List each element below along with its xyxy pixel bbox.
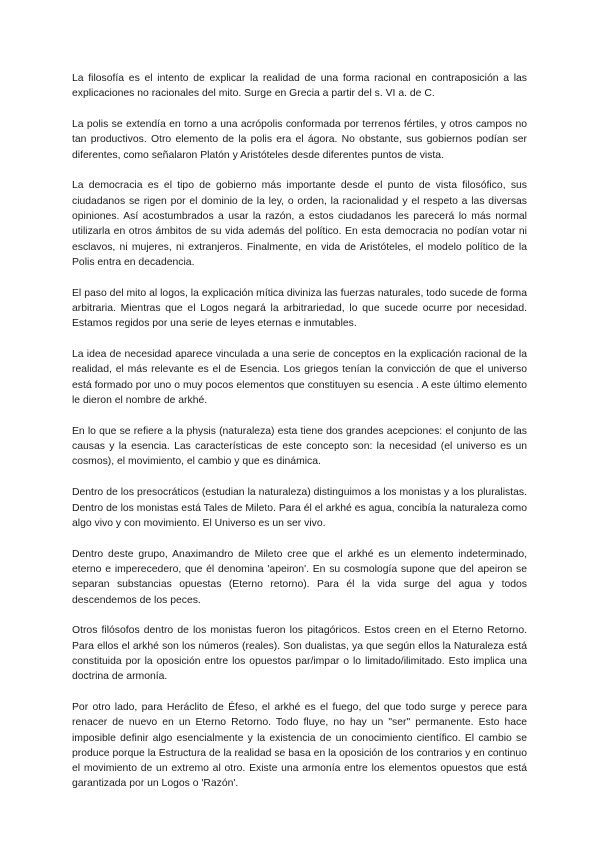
- document-page: [72, 71, 527, 807]
- paragraph-physis: En lo que se refiere a la physis (naturaleza) esta tiene dos grandes acepciones: el conjunto de las causas y la esencia. Las características de este concepto son: la necesidad (el universo es un cosmos), el movimiento, el cambio y que es dinámica.: [72, 425, 527, 468]
- paragraph-heraclitus: Por otro lado, para Heráclito de Éfeso, el arkhé es el fuego, del que todo surge y perece para renacer de nuevo en un Eterno Retorno. Todo fluye, no hay un "ser" permanente. Esto hace imposible definir algo esencialmente y la existencia de un conocimiento científico. El cambio se produce porque la Estructura de la realidad se basa en la oposición de los contrarios y en continuo el movimiento de un extremo al otro. Existe una armonía entre los elementos opuestos que está garantizada por un Logos o 'Razón'.: [72, 702, 527, 790]
- paragraph-necessity: La idea de necesidad aparece vinculada a una serie de conceptos en la explicación racional de la realidad, el más relevante es el de Esencia. Los griegos tenían la convicción de que el universo está formado por uno o muy pocos elementos que constituyen su esencia . A este último elemento le dieron el nombre de arkhé.: [72, 349, 527, 407]
- paragraph-anaximander: Dentro deste grupo, Anaximandro de Mileto cree que el arkhé es un elemento indeterminado, eterno e imperecedero, que él denomina 'apeiron'. En su cosmología supone que del apeiron se separan substancias opuestas (Eterno retorno). Para él la vida surge del agua y todos descendemos de los peces.: [72, 548, 527, 606]
- paragraph-pythagoreans: Otros filósofos dentro de los monistas fueron los pitagóricos. Estos creen en el Eterno Retorno. Para ellos el arkhé son los números (reales). Son dualistas, ya que según ellos la Naturaleza está constituida por la oposición entre los opuestos par/impar o lo limitado/ilimitado. Esto implica una doctrina de armonía.: [72, 625, 527, 683]
- paragraph-presocratics: Dentro de los presocráticos (estudian la naturaleza) distinguimos a los monistas y a los pluralistas. Dentro de los monistas está Tales de Mileto. Para él el arkhé es agua, concibía la naturaleza como algo vivo y con movimiento. El Universo es un ser vivo.: [72, 487, 527, 529]
- paragraph-philosophy-definition: La filosofía es el intento de explicar la realidad de una forma racional en contraposición a las explicaciones no racionales del mito. Surge en Grecia a partir del s. VI a. de C.: [72, 73, 527, 100]
- paragraph-democracy: La democracia es el tipo de gobierno más importante desde el punto de vista filosófico, sus ciudadanos se rigen por el dominio de la ley, o orden, la racionalidad y el respeto a las diversas opiniones. Así acostumbrados a usar la razón, a estos ciudadanos les parecerá lo más normal utilizarla en otros ámbitos de su vida además del político. En esta democracia no podían votar ni esclavos, ni mujeres, ni extranjeros. Finalmente, en vida de Aristóteles, el modelo político de la Polis entra en decadencia.: [72, 180, 527, 268]
- paragraph-polis: La polis se extendía en torno a una acrópolis conformada por terrenos fértiles, y otros campos no tan productivos. Otro elemento de la polis era el ágora. No obstante, sus gobiernos podían ser diferentes, como señalaron Platón y Aristóteles desde diferentes puntos de vista.: [72, 119, 527, 161]
- paragraph-myth-to-logos: El paso del mito al logos, la explicación mítica diviniza las fuerzas naturales, todo sucede de forma arbitraria. Mientras que el Logos negará la arbitrariedad, lo que sucede ocurre por necesidad. Estamos regidos por una serie de leyes eternas e inmutables.: [72, 287, 527, 330]
